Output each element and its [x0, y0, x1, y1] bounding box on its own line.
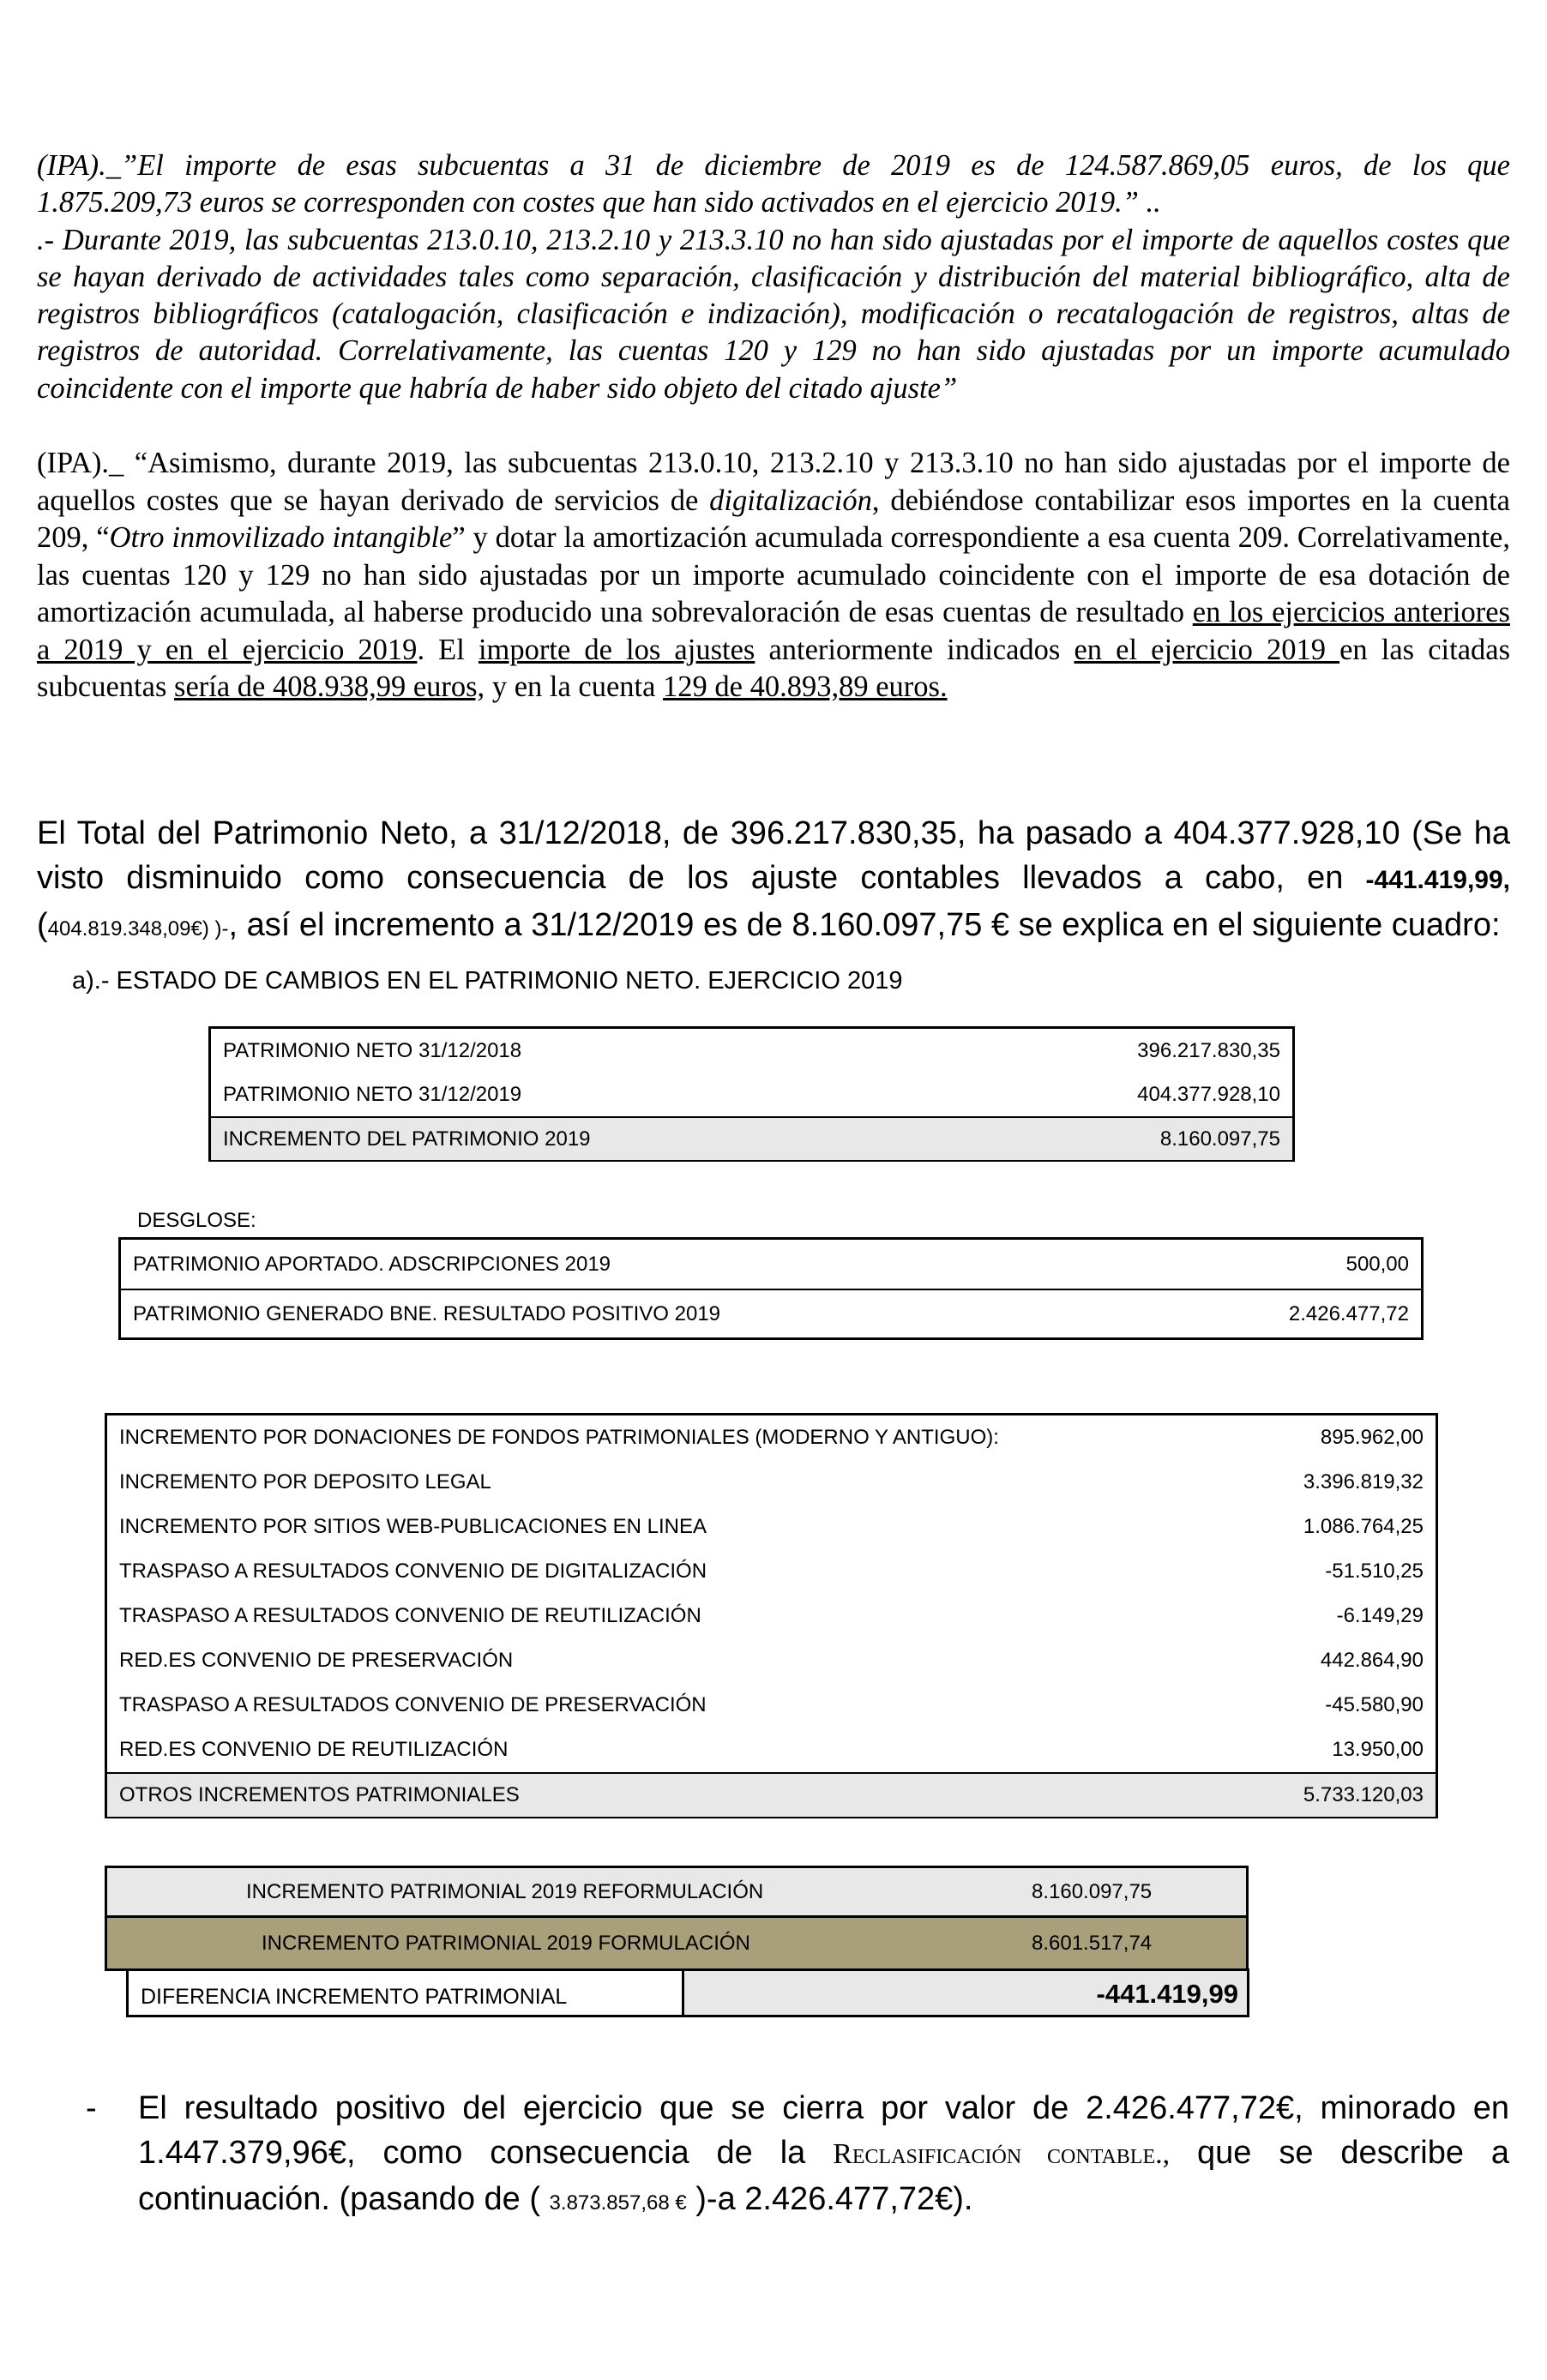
- row-value: -51.510,25: [1325, 1560, 1424, 1583]
- row-value: 895.962,00: [1320, 1426, 1424, 1449]
- row-label: PATRIMONIO NETO 31/12/2019: [223, 1082, 522, 1106]
- row-value: 8.601.517,74: [1032, 1932, 1153, 1955]
- table-row-total: [211, 1116, 1292, 1160]
- p2-italic-inmovilizado: Otro inmovilizado intangible: [109, 521, 453, 554]
- patrimonio-neto-table: [208, 1026, 1295, 1162]
- diferencia-value-cell: [684, 1971, 1247, 2015]
- row-value: 500,00: [1345, 1252, 1409, 1276]
- table-row-total: [107, 1772, 1436, 1817]
- row-label: INCREMENTO POR DEPOSITO LEGAL: [119, 1470, 491, 1494]
- row-label: INCREMENTO PATRIMONIAL 2019 FORMULACIÓN: [262, 1932, 750, 1955]
- summary-line-2-text: visto disminuido como consecuencia de los ajuste contables llevados a cabo, en: [37, 860, 1366, 896]
- summary-line-1: El Total del Patrimonio Neto, a 31/12/2018, de 396.217.830,35, ha pasado a 404.377.928,10 (Se ha: [37, 815, 1510, 851]
- diferencia-row: [126, 1968, 1249, 2017]
- table-row: [121, 1240, 1421, 1289]
- table-row: [211, 1073, 1292, 1116]
- row-value: 404.377.928,10: [1137, 1082, 1280, 1106]
- p2-text-1: (IPA)._ “Asimismo, durante 2019, las subcuentas 213.0.10, 213.2.10 y 213.3.10 no han sido ajustadas por el importe de aquellos costes que se hayan derivado de servicios de: [37, 447, 1510, 517]
- incremento-comparison-table: [105, 1866, 1249, 1971]
- row-value: 13.950,00: [1332, 1738, 1424, 1761]
- row-label: INCREMENTO POR DONACIONES DE FONDOS PATRIMONIALES (MODERNO Y ANTIGUO):: [119, 1426, 999, 1449]
- row-label: TRASPASO A RESULTADOS CONVENIO DE PRESERVACIÓN: [119, 1693, 707, 1716]
- p2-text-7: y en la cuenta: [485, 670, 664, 703]
- ipa-tag: (IPA)._: [37, 149, 122, 182]
- p2-underline-ejercicios: en los ejercicios anteriores a 2019 y en el ejercicio 2019: [37, 596, 1510, 666]
- table-row: [107, 1594, 1436, 1638]
- summary-paragraph: [37, 811, 1510, 952]
- quote-text: ”El importe de esas subcuentas a 31 de diciembre de 2019 es de 124.587.869,05 euros, de los que: [121, 149, 1510, 182]
- row-label: DIFERENCIA INCREMENTO PATRIMONIAL: [141, 1985, 568, 2009]
- p2-underline-importe: importe de los ajustes: [478, 633, 755, 666]
- paragraph-2: [37, 445, 1510, 706]
- row-label: PATRIMONIO NETO 31/12/2018: [223, 1038, 522, 1062]
- bullet-line-3-text: continuación. (pasando de (: [138, 2181, 550, 2217]
- row-label: INCREMENTO PATRIMONIAL 2019 REFORMULACIÓN: [246, 1880, 764, 1903]
- row-label: INCREMENTO POR SITIOS WEB-PUBLICACIONES EN LINEA: [119, 1515, 707, 1538]
- p2-underline-seria: sería de 408.938,99 euros,: [174, 670, 485, 703]
- p2-text-5: anteriormente indicados: [755, 633, 1074, 666]
- paragraph-1-body: .- Durante 2019, las subcuentas 213.0.10, 213.2.10 y 213.3.10 no han sido ajustadas por el importe de aquellos costes que se hayan derivado de actividades tales como separación, clasificación y distribución del material bibliográfico, alta de registros bibliográficos (catalogación, clasificación e indización), modificación o recatalogación de registros, altas de registros de autoridad. Correlativamente, las cuentas 120 y 129 no han sido ajustadas por un importe acumulado coincidente con el importe que habría de haber sido objeto del citado ajuste”: [37, 223, 1510, 405]
- summary-small-amount: 404.819.348,09€) )-: [47, 917, 229, 941]
- summary-line-3-text: , así el incremento a 31/12/2019 es de 8.160.097,75 € se explica en el siguiente cuadro:: [228, 907, 1501, 943]
- table-row: [121, 1289, 1421, 1338]
- table-row: [107, 1683, 1436, 1728]
- paragraph-1-line-2: 1.875.209,73 euros se corresponden con costes que han sido activados en el ejercicio 2019.” ..: [37, 186, 1161, 219]
- row-value: 3.396.819,32: [1303, 1470, 1424, 1494]
- bullet-line-1: El resultado positivo del ejercicio que se cierra por valor de 2.426.477,72€, minorado en: [138, 2090, 1509, 2126]
- row-value: 442.864,90: [1320, 1649, 1424, 1672]
- row-label: OTROS INCREMENTOS PATRIMONIALES: [119, 1783, 520, 1806]
- row-label: PATRIMONIO GENERADO BNE. RESULTADO POSITIVO 2019: [133, 1302, 721, 1325]
- table-row: [107, 1415, 1436, 1460]
- bullet-line-2-text: 1.447.379,96€, como consecuencia de la: [138, 2135, 834, 2171]
- row-label: PATRIMONIO APORTADO. ADSCRIPCIONES 2019: [133, 1252, 611, 1276]
- row-label: RED.ES CONVENIO DE PRESERVACIÓN: [119, 1649, 514, 1672]
- p2-text-4: . El: [417, 633, 479, 666]
- row-label: TRASPASO A RESULTADOS CONVENIO DE DIGITALIZACIÓN: [119, 1560, 707, 1583]
- row-value: 2.426.477,72: [1288, 1302, 1409, 1325]
- row-label: INCREMENTO DEL PATRIMONIO 2019: [223, 1127, 591, 1151]
- section-heading: a).- ESTADO DE CAMBIOS EN EL PATRIMONIO NETO. EJERCICIO 2019: [72, 967, 903, 995]
- row-value: -6.149,29: [1336, 1604, 1424, 1627]
- summary-paren: (: [37, 907, 48, 943]
- table-row: [107, 1549, 1436, 1594]
- p2-text-2: , debiéndose contabilizar esos importes en la cuenta 209, “: [37, 484, 1510, 554]
- p2-text-3: ” y dotar la amortización acumulada correspondiente a esa cuenta 209. Correlativamente, las cuentas 120 y 129 no han sido ajustadas por un importe acumulado coincidente con el importe de esa dotación de amortización acumulada, al haberse producido una sobrevaloración de esas cuentas de resultado: [37, 521, 1510, 628]
- reformulacion-row: [105, 1866, 1249, 1915]
- row-value: 8.160.097,75: [1159, 1127, 1280, 1151]
- desglose-label: DESGLOSE:: [137, 1209, 256, 1232]
- desglose-table: [118, 1237, 1424, 1340]
- table-row: [107, 1728, 1436, 1772]
- row-value: 396.217.830,35: [1137, 1038, 1280, 1062]
- p2-italic-digitalizacion: digitalización: [709, 484, 872, 517]
- paragraph-1: [37, 147, 1510, 407]
- summary-line-2: [37, 856, 1510, 903]
- bullet-small-amount: 3.873.857,68 €: [549, 2191, 687, 2215]
- bullet-line-2: [138, 2131, 1509, 2177]
- summary-difference: -441.419,99,: [1365, 866, 1510, 894]
- bullet-line-3-rest: )-a 2.426.477,72€).: [686, 2181, 973, 2217]
- row-value: 8.160.097,75: [1032, 1880, 1153, 1903]
- table-row: [211, 1029, 1292, 1073]
- row-value: -45.580,90: [1325, 1693, 1424, 1716]
- p2-text-6: en las citadas subcuentas: [37, 633, 1511, 703]
- bullet-dash: -: [86, 2090, 97, 2126]
- table-row: [107, 1505, 1436, 1549]
- summary-line-3: [37, 903, 1510, 952]
- bullet-line-2-rest: que se describe a: [1170, 2135, 1509, 2171]
- row-value: 1.086.764,25: [1303, 1515, 1424, 1538]
- row-value: 5.733.120,03: [1303, 1783, 1424, 1806]
- reclasificacion-smallcaps: Reclasificación contable.,: [833, 2138, 1171, 2170]
- bullet-paragraph: [138, 2086, 1509, 2226]
- diferencia-label-cell: [129, 1971, 684, 2015]
- paragraph-1-line-1: [37, 147, 1510, 184]
- formulacion-row: [105, 1915, 1249, 1971]
- incrementos-table: [105, 1413, 1438, 1818]
- row-label: TRASPASO A RESULTADOS CONVENIO DE REUTILIZACIÓN: [119, 1604, 701, 1627]
- table-row: [107, 1638, 1436, 1683]
- row-value: -441.419,99: [1096, 1979, 1238, 2009]
- row-label: RED.ES CONVENIO DE REUTILIZACIÓN: [119, 1738, 509, 1761]
- bullet-line-3: [138, 2177, 1509, 2226]
- table-row: [107, 1460, 1436, 1505]
- p2-underline-129: 129 de 40.893,89 euros.: [663, 670, 948, 703]
- p2-underline-ejercicio-2019: en el ejercicio 2019: [1074, 633, 1340, 666]
